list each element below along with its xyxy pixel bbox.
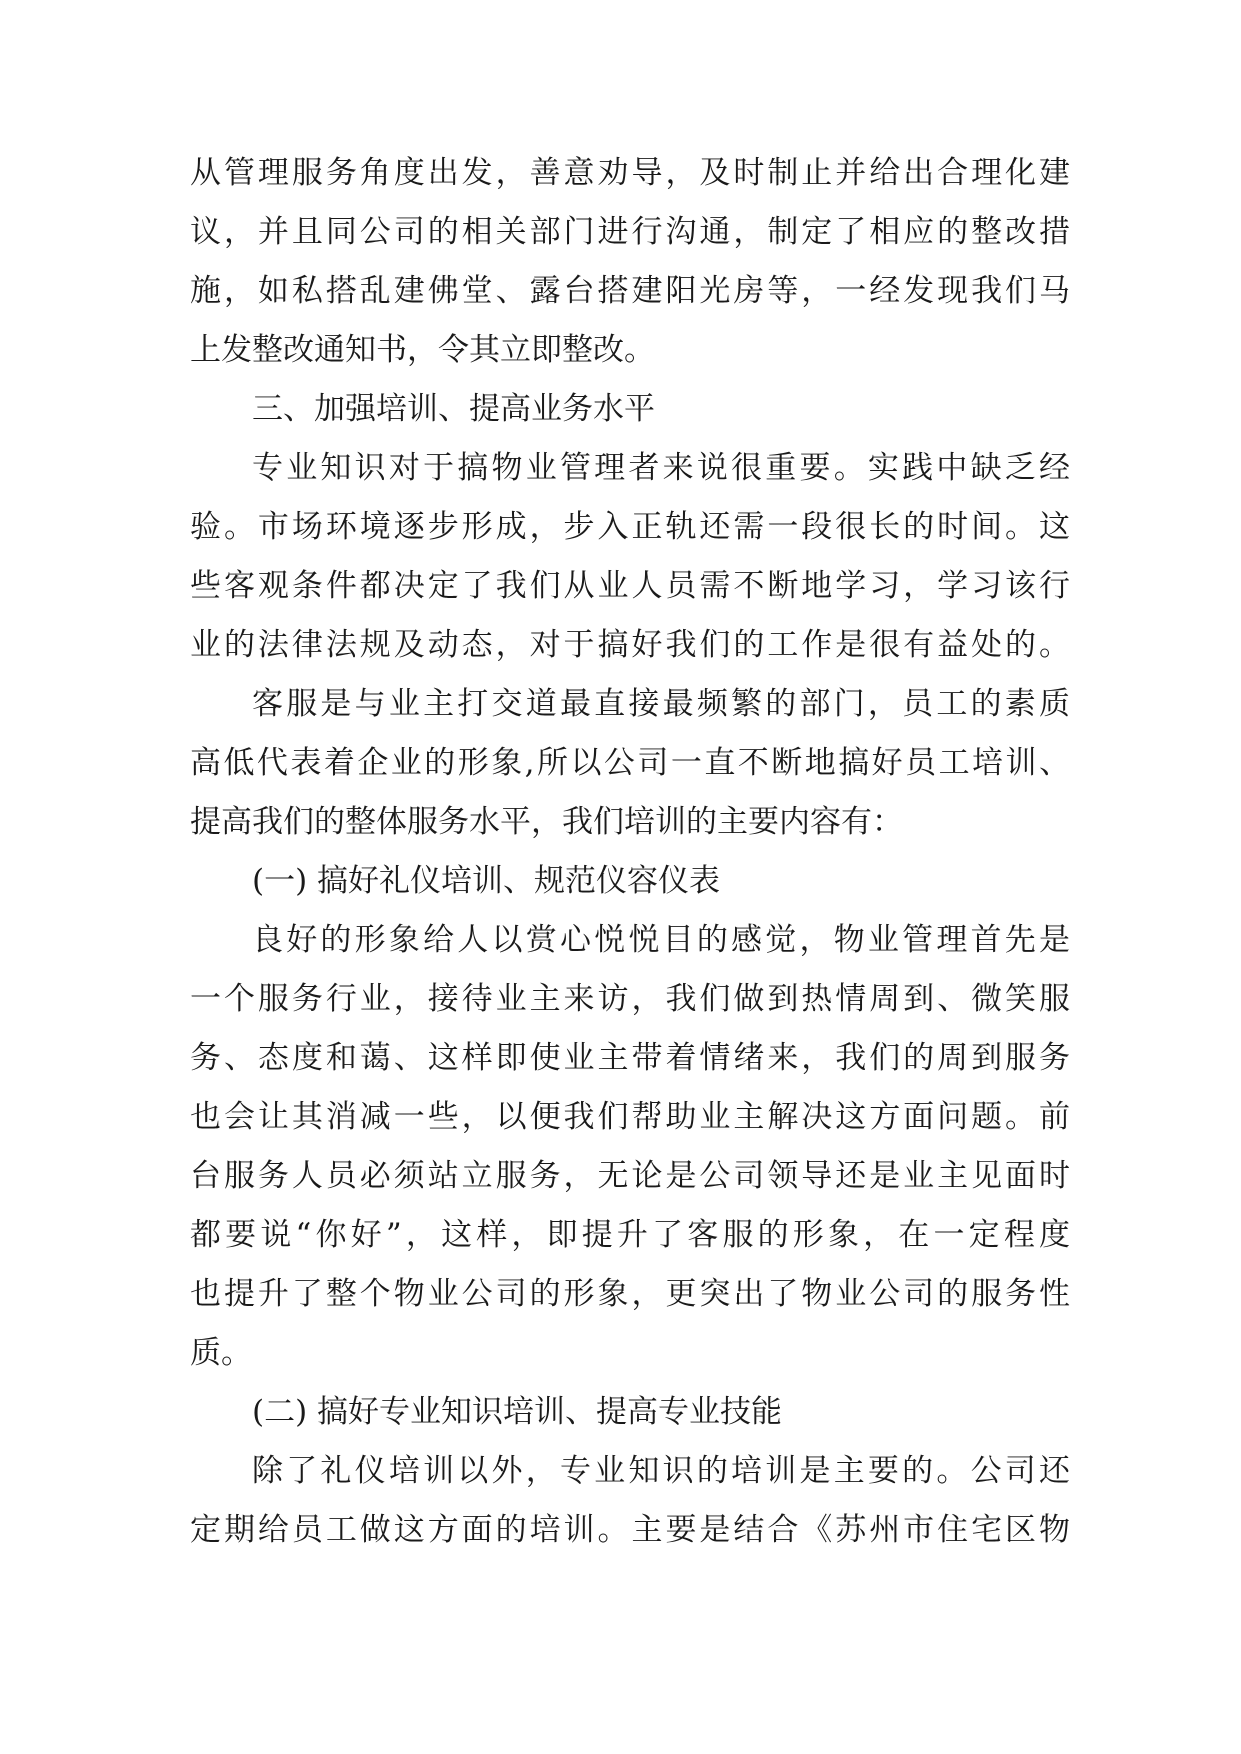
- section-heading: 三、加强培训、提高业务水平: [252, 391, 655, 427]
- body-text-line: 从管理服务角度出发，善意劝导，及时制止并给出合理化建: [190, 155, 1070, 191]
- body-text-line: 也提升了整个物业公司的形象，更突出了物业公司的服务性: [190, 1276, 1070, 1312]
- body-text-line: 议，并且同公司的相关部门进行沟通，制定了相应的整改措: [190, 214, 1070, 250]
- body-text-line: 也会让其消减一些，以便我们帮助业主解决这方面问题。前: [190, 1099, 1070, 1135]
- body-text-line: 务、态度和蔼、这样即使业主带着情绪来，我们的周到服务: [190, 1040, 1070, 1076]
- body-text-line: 上发整改通知书，令其立即整改。: [190, 332, 655, 368]
- body-text-line: 些客观条件都决定了我们从业人员需不断地学习，学习该行: [190, 568, 1070, 604]
- body-text-line: 定期给员工做这方面的培训。主要是结合《苏州市住宅区物: [190, 1512, 1070, 1548]
- body-text-line: 施，如私搭乱建佛堂、露台搭建阳光房等，一经发现我们马: [190, 273, 1070, 309]
- subsection-heading: (一) 搞好礼仪培训、规范仪容仪表: [252, 863, 721, 899]
- body-text-line: 质。: [190, 1335, 252, 1371]
- body-text-line: 业的法律法规及动态，对于搞好我们的工作是很有益处的。: [190, 627, 1070, 663]
- body-text-line: 高低代表着企业的形象,所以公司一直不断地搞好员工培训、: [190, 745, 1070, 781]
- body-text-line: 验。市场环境逐步形成，步入正轨还需一段很长的时间。这: [190, 509, 1070, 545]
- body-text-line: 客服是与业主打交道最直接最频繁的部门，员工的素质: [252, 686, 1070, 722]
- body-text-line: 一个服务行业，接待业主来访，我们做到热情周到、微笑服: [190, 981, 1070, 1017]
- body-text-line: 都要说“你好”，这样，即提升了客服的形象，在一定程度: [190, 1217, 1070, 1253]
- subsection-heading: (二) 搞好专业知识培训、提高专业技能: [252, 1394, 783, 1430]
- body-text-line: 除了礼仪培训以外，专业知识的培训是主要的。公司还: [252, 1453, 1070, 1489]
- body-text-line: 提高我们的整体服务水平，我们培训的主要内容有：: [190, 804, 903, 840]
- body-text-line: 台服务人员必须站立服务，无论是公司领导还是业主见面时: [190, 1158, 1070, 1194]
- body-text-line: 专业知识对于搞物业管理者来说很重要。实践中缺乏经: [252, 450, 1070, 486]
- body-text-line: 良好的形象给人以赏心悦悦目的感觉，物业管理首先是: [252, 922, 1070, 958]
